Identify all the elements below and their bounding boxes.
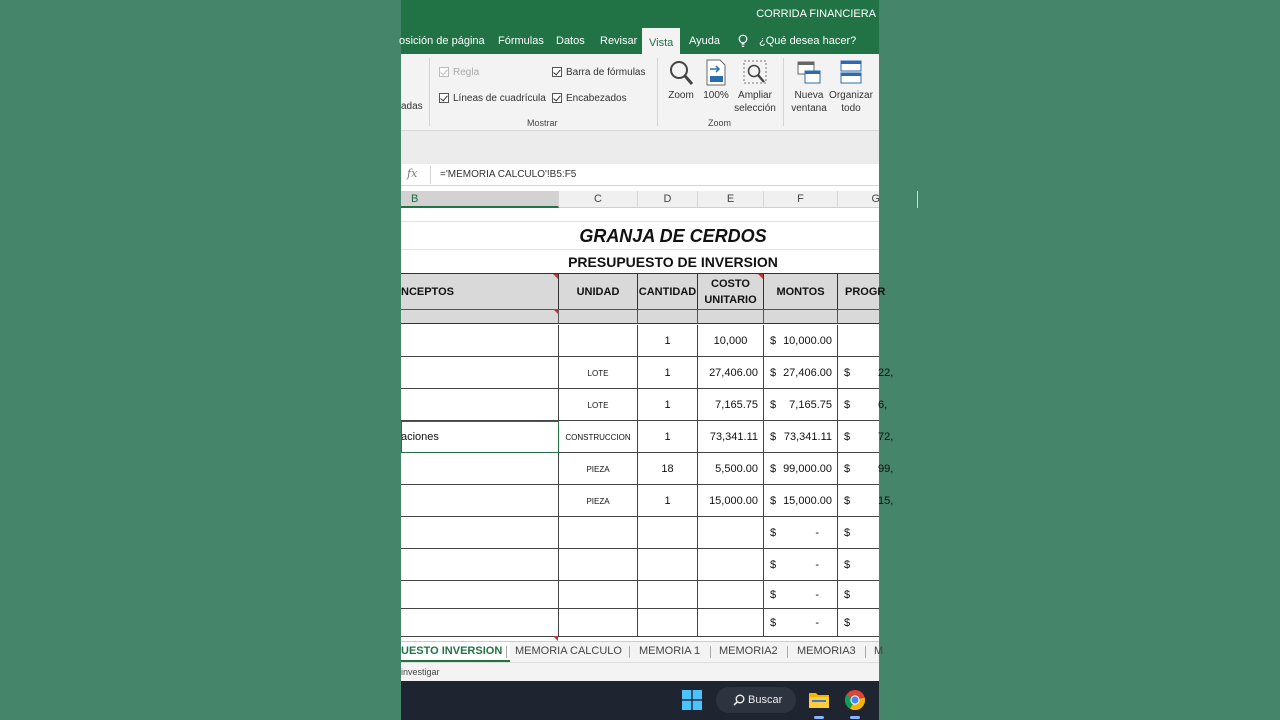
excel-window	[399, 0, 894, 720]
cell-unidad[interactable]	[559, 517, 638, 549]
cell-cantidad[interactable]: 1	[638, 325, 698, 357]
cell-unidad[interactable]: LOTE	[559, 357, 638, 389]
cell-concepto[interactable]	[401, 453, 559, 485]
monto-value: 99,000.00	[783, 463, 832, 475]
cell-monto[interactable]	[764, 325, 838, 357]
taskbar	[401, 681, 879, 720]
zoom-selection-line2: selección	[734, 103, 776, 114]
cell-monto[interactable]	[764, 549, 838, 581]
currency-sign: $	[770, 399, 777, 411]
programa-value: 72,	[878, 431, 894, 443]
cell-concepto[interactable]	[401, 389, 559, 421]
cell-concepto[interactable]	[401, 325, 559, 357]
column-headers	[401, 191, 879, 208]
monto-value: 7,165.75	[789, 399, 832, 411]
tab-separator	[629, 646, 630, 658]
new-window-button[interactable]	[789, 59, 829, 115]
currency-sign: $	[770, 527, 777, 539]
cell-costo[interactable]: 27,406.00	[698, 357, 764, 389]
ruler-label: Regla	[453, 67, 480, 78]
magnifier-icon	[668, 59, 694, 87]
cell-programa[interactable]	[838, 453, 898, 485]
monto-value: 73,341.11	[783, 431, 832, 443]
header-divider	[637, 310, 638, 324]
ribbon-separator	[657, 58, 658, 126]
lightbulb-icon	[738, 34, 748, 48]
header-costo-line2: UNITARIO	[704, 294, 757, 306]
currency-sign: $	[844, 559, 851, 571]
cell-cantidad[interactable]: 1	[638, 357, 698, 389]
currency-sign: $	[844, 431, 851, 443]
column-header-f[interactable]: F	[764, 191, 838, 208]
currency-sign: $	[844, 463, 851, 475]
show-group-label: Mostrar	[527, 118, 558, 128]
zoom-to-selection-button[interactable]	[732, 59, 778, 115]
cell-cantidad[interactable]: 1	[638, 485, 698, 517]
search-icon	[733, 694, 745, 706]
monto-value: -	[815, 589, 819, 601]
programa-value: 15,	[878, 495, 894, 507]
currency-sign: $	[770, 367, 777, 379]
cell-costo[interactable]: 15,000.00	[698, 485, 764, 517]
file-explorer-icon[interactable]	[808, 690, 830, 710]
tab-help[interactable]: Ayuda	[689, 35, 720, 47]
cell-cantidad[interactable]	[638, 549, 698, 581]
currency-sign: $	[770, 559, 777, 571]
currency-sign: $	[770, 617, 777, 629]
cell-unidad[interactable]: CONSTRUCCION	[559, 421, 638, 453]
cell-costo[interactable]	[698, 549, 764, 581]
cell-unidad[interactable]	[559, 549, 638, 581]
cell-concepto[interactable]	[401, 609, 559, 637]
tell-me-search[interactable]: ¿Qué desea hacer?	[759, 35, 857, 47]
ribbon-separator	[429, 58, 430, 126]
comment-indicator[interactable]	[553, 274, 558, 279]
cell-unidad[interactable]: PIEZA	[559, 485, 638, 517]
monto-value: 27,406.00	[783, 367, 832, 379]
arrange-line2: todo	[841, 103, 861, 114]
monto-value: 15,000.00	[783, 495, 832, 507]
ribbon-gap	[401, 131, 879, 164]
column-header-b[interactable]: B	[401, 191, 559, 208]
cell-programa[interactable]	[838, 389, 898, 421]
currency-sign: $	[844, 589, 851, 601]
table-row	[401, 609, 879, 637]
tab-separator	[787, 646, 788, 658]
table-row	[401, 421, 894, 453]
formula-input[interactable]: ='MEMORIA CALCULO'!B5:F5	[440, 169, 577, 180]
formula-bar-checkbox[interactable]	[552, 67, 562, 77]
zoom-group-label: Zoom	[708, 118, 732, 128]
cell-programa[interactable]	[838, 517, 898, 549]
ruler-checkbox	[439, 67, 449, 77]
new-window-line2: ventana	[791, 103, 827, 114]
currency-sign: $	[844, 617, 851, 629]
table-header-row	[401, 273, 886, 309]
sheet-tab-memoria-calculo[interactable]: MEMORIA CALCULO	[515, 645, 622, 657]
arrange-all-button[interactable]	[828, 59, 874, 115]
header-cantidad: CANTIDAD	[638, 274, 698, 310]
tab-separator	[865, 646, 866, 658]
cell-monto[interactable]	[764, 357, 838, 389]
headings-label: Encabezados	[566, 93, 627, 104]
cell-cantidad[interactable]: 1	[638, 389, 698, 421]
running-indicator	[850, 716, 860, 719]
table-row	[401, 357, 894, 389]
cell-costo[interactable]	[698, 609, 764, 637]
header-divider	[558, 310, 559, 324]
comment-indicator[interactable]	[553, 309, 558, 314]
formula-bar	[401, 164, 879, 186]
title-bar	[401, 0, 879, 28]
formula-bar-label: Barra de fórmulas	[566, 67, 646, 78]
currency-sign: $	[844, 527, 851, 539]
gridline	[401, 221, 879, 222]
worksheet[interactable]	[401, 208, 894, 641]
header-divider	[697, 310, 698, 324]
header-divider	[837, 310, 838, 324]
cell-concepto[interactable]	[401, 517, 559, 549]
currency-sign: $	[770, 431, 777, 443]
table-row	[401, 581, 879, 609]
table-row	[401, 389, 888, 421]
cell-monto[interactable]	[764, 581, 838, 609]
cell-unidad[interactable]	[559, 325, 638, 357]
new-window-line1: Nueva	[794, 90, 824, 101]
zoom-selection-line1: Ampliar	[738, 90, 772, 101]
cell-concepto[interactable]	[401, 357, 559, 389]
cell-cantidad[interactable]	[638, 517, 698, 549]
currency-sign: $	[844, 367, 851, 379]
tab-review[interactable]: Revisar	[600, 35, 638, 47]
currency-sign: $	[770, 463, 777, 475]
gridline	[401, 249, 879, 250]
monto-value: -	[815, 559, 819, 571]
sheet-tab-bar	[401, 641, 884, 662]
taskbar-search[interactable]	[716, 687, 796, 713]
monto-value: -	[815, 527, 819, 539]
programa-value: 6,	[878, 399, 888, 411]
zoom-100-icon	[704, 59, 728, 87]
cell-cantidad[interactable]: 1	[638, 421, 698, 453]
cell-cantidad[interactable]	[638, 609, 698, 637]
windows-start-icon[interactable]	[682, 690, 702, 710]
cell-concepto-selected[interactable]: aciones	[401, 421, 559, 453]
currency-sign: $	[770, 335, 777, 347]
window-title: CORRIDA FINANCIERA	[756, 8, 876, 20]
header-montos: MONTOS	[764, 274, 838, 310]
column-header-d[interactable]: D	[638, 191, 698, 208]
tab-page-layout[interactable]: osición de página	[399, 35, 485, 47]
header-costo-unitario	[698, 274, 764, 310]
currency-sign: $	[844, 495, 851, 507]
cell-cantidad[interactable]	[638, 581, 698, 609]
sheet-tab-more[interactable]: M	[874, 645, 884, 657]
cell-costo[interactable]: 5,500.00	[698, 453, 764, 485]
zoom-button[interactable]	[665, 59, 697, 102]
cell-monto[interactable]	[764, 389, 838, 421]
cell-costo[interactable]: 7,165.75	[698, 389, 764, 421]
column-header-g[interactable]: G	[838, 191, 918, 208]
header-costo-line1: COSTO	[711, 278, 750, 290]
cell-programa[interactable]	[838, 325, 898, 357]
new-window-icon	[796, 59, 822, 87]
ribbon-partial-label: adas	[401, 101, 423, 112]
function-icon[interactable]: fx	[407, 167, 418, 180]
cell-unidad[interactable]	[559, 581, 638, 609]
cell-monto[interactable]	[764, 609, 838, 637]
table-row	[401, 485, 894, 517]
currency-sign: $	[770, 495, 777, 507]
tab-formulas[interactable]: Fórmulas	[498, 35, 544, 47]
cell-programa[interactable]	[838, 549, 898, 581]
cell-unidad[interactable]	[559, 609, 638, 637]
header-conceptos: NCEPTOS	[401, 274, 559, 310]
cell-costo[interactable]	[698, 581, 764, 609]
search-label: Buscar	[748, 694, 783, 706]
tab-view[interactable]: Vista	[642, 28, 680, 54]
cell-concepto[interactable]	[401, 581, 559, 609]
header-unidad: UNIDAD	[559, 274, 638, 310]
ribbon	[401, 54, 879, 131]
table-row	[401, 325, 879, 357]
header-programa: PROGR	[845, 286, 886, 298]
monto-value: 10,000.00	[783, 335, 832, 347]
arrange-line1: Organizar	[829, 90, 873, 101]
table-row	[401, 517, 879, 549]
header-subrow	[401, 309, 879, 324]
cell-costo[interactable]	[698, 517, 764, 549]
cell-cantidad[interactable]: 18	[638, 453, 698, 485]
status-text: investigar	[401, 667, 440, 677]
running-indicator	[814, 716, 824, 719]
cell-monto[interactable]	[764, 421, 838, 453]
arrange-all-icon	[838, 59, 864, 87]
cell-concepto[interactable]	[401, 549, 559, 581]
column-header-e[interactable]: E	[698, 191, 764, 208]
currency-sign: $	[844, 399, 851, 411]
header-divider	[763, 310, 764, 324]
cell-concepto[interactable]	[401, 485, 559, 517]
sheet-tab-memoria-1[interactable]: MEMORIA 1	[639, 645, 701, 657]
sheet-title: GRANJA DE CERDOS	[579, 226, 767, 246]
cell-costo[interactable]: 10,000	[698, 325, 764, 357]
cell-programa[interactable]	[838, 485, 898, 517]
ribbon-separator	[783, 58, 784, 126]
sheet-tab-presupuesto[interactable]: UESTO INVERSION	[401, 642, 510, 662]
gridlines-label: Líneas de cuadrícula	[453, 93, 546, 104]
sheet-subtitle: PRESUPUESTO DE INVERSION	[568, 254, 778, 270]
programa-value: 99,	[878, 463, 894, 475]
cell-costo[interactable]: 73,341.11	[698, 421, 764, 453]
table-row	[401, 549, 879, 581]
cell-unidad[interactable]: LOTE	[559, 389, 638, 421]
zoom-100-button[interactable]	[701, 59, 731, 102]
cell-programa[interactable]	[838, 357, 898, 389]
ribbon-tab-bar	[401, 28, 879, 54]
table-row	[401, 453, 894, 485]
comment-indicator[interactable]	[758, 274, 763, 279]
status-bar	[401, 662, 879, 681]
chrome-icon[interactable]	[844, 689, 866, 711]
cell-programa[interactable]	[838, 609, 898, 637]
column-header-c[interactable]: C	[559, 191, 638, 208]
zoom-label: Zoom	[668, 90, 694, 101]
cell-monto[interactable]	[764, 485, 838, 517]
zoom-100-label: 100%	[703, 90, 729, 101]
cell-monto[interactable]	[764, 453, 838, 485]
currency-sign: $	[770, 589, 777, 601]
gridlines-checkbox[interactable]	[439, 93, 449, 103]
tab-separator	[710, 646, 711, 658]
sheet-tab-memoria2[interactable]: MEMORIA2	[719, 645, 778, 657]
tab-separator	[506, 646, 507, 658]
sheet-tab-memoria3[interactable]: MEMORIA3	[797, 645, 856, 657]
monto-value: -	[815, 617, 819, 629]
headings-checkbox[interactable]	[552, 93, 562, 103]
cell-programa[interactable]	[838, 581, 898, 609]
programa-value: 22,	[878, 367, 894, 379]
formula-separator	[430, 166, 431, 184]
cell-unidad[interactable]: PIEZA	[559, 453, 638, 485]
zoom-selection-icon	[742, 59, 768, 87]
cell-monto[interactable]	[764, 517, 838, 549]
cell-programa[interactable]	[838, 421, 898, 453]
tab-data[interactable]: Datos	[556, 35, 585, 47]
